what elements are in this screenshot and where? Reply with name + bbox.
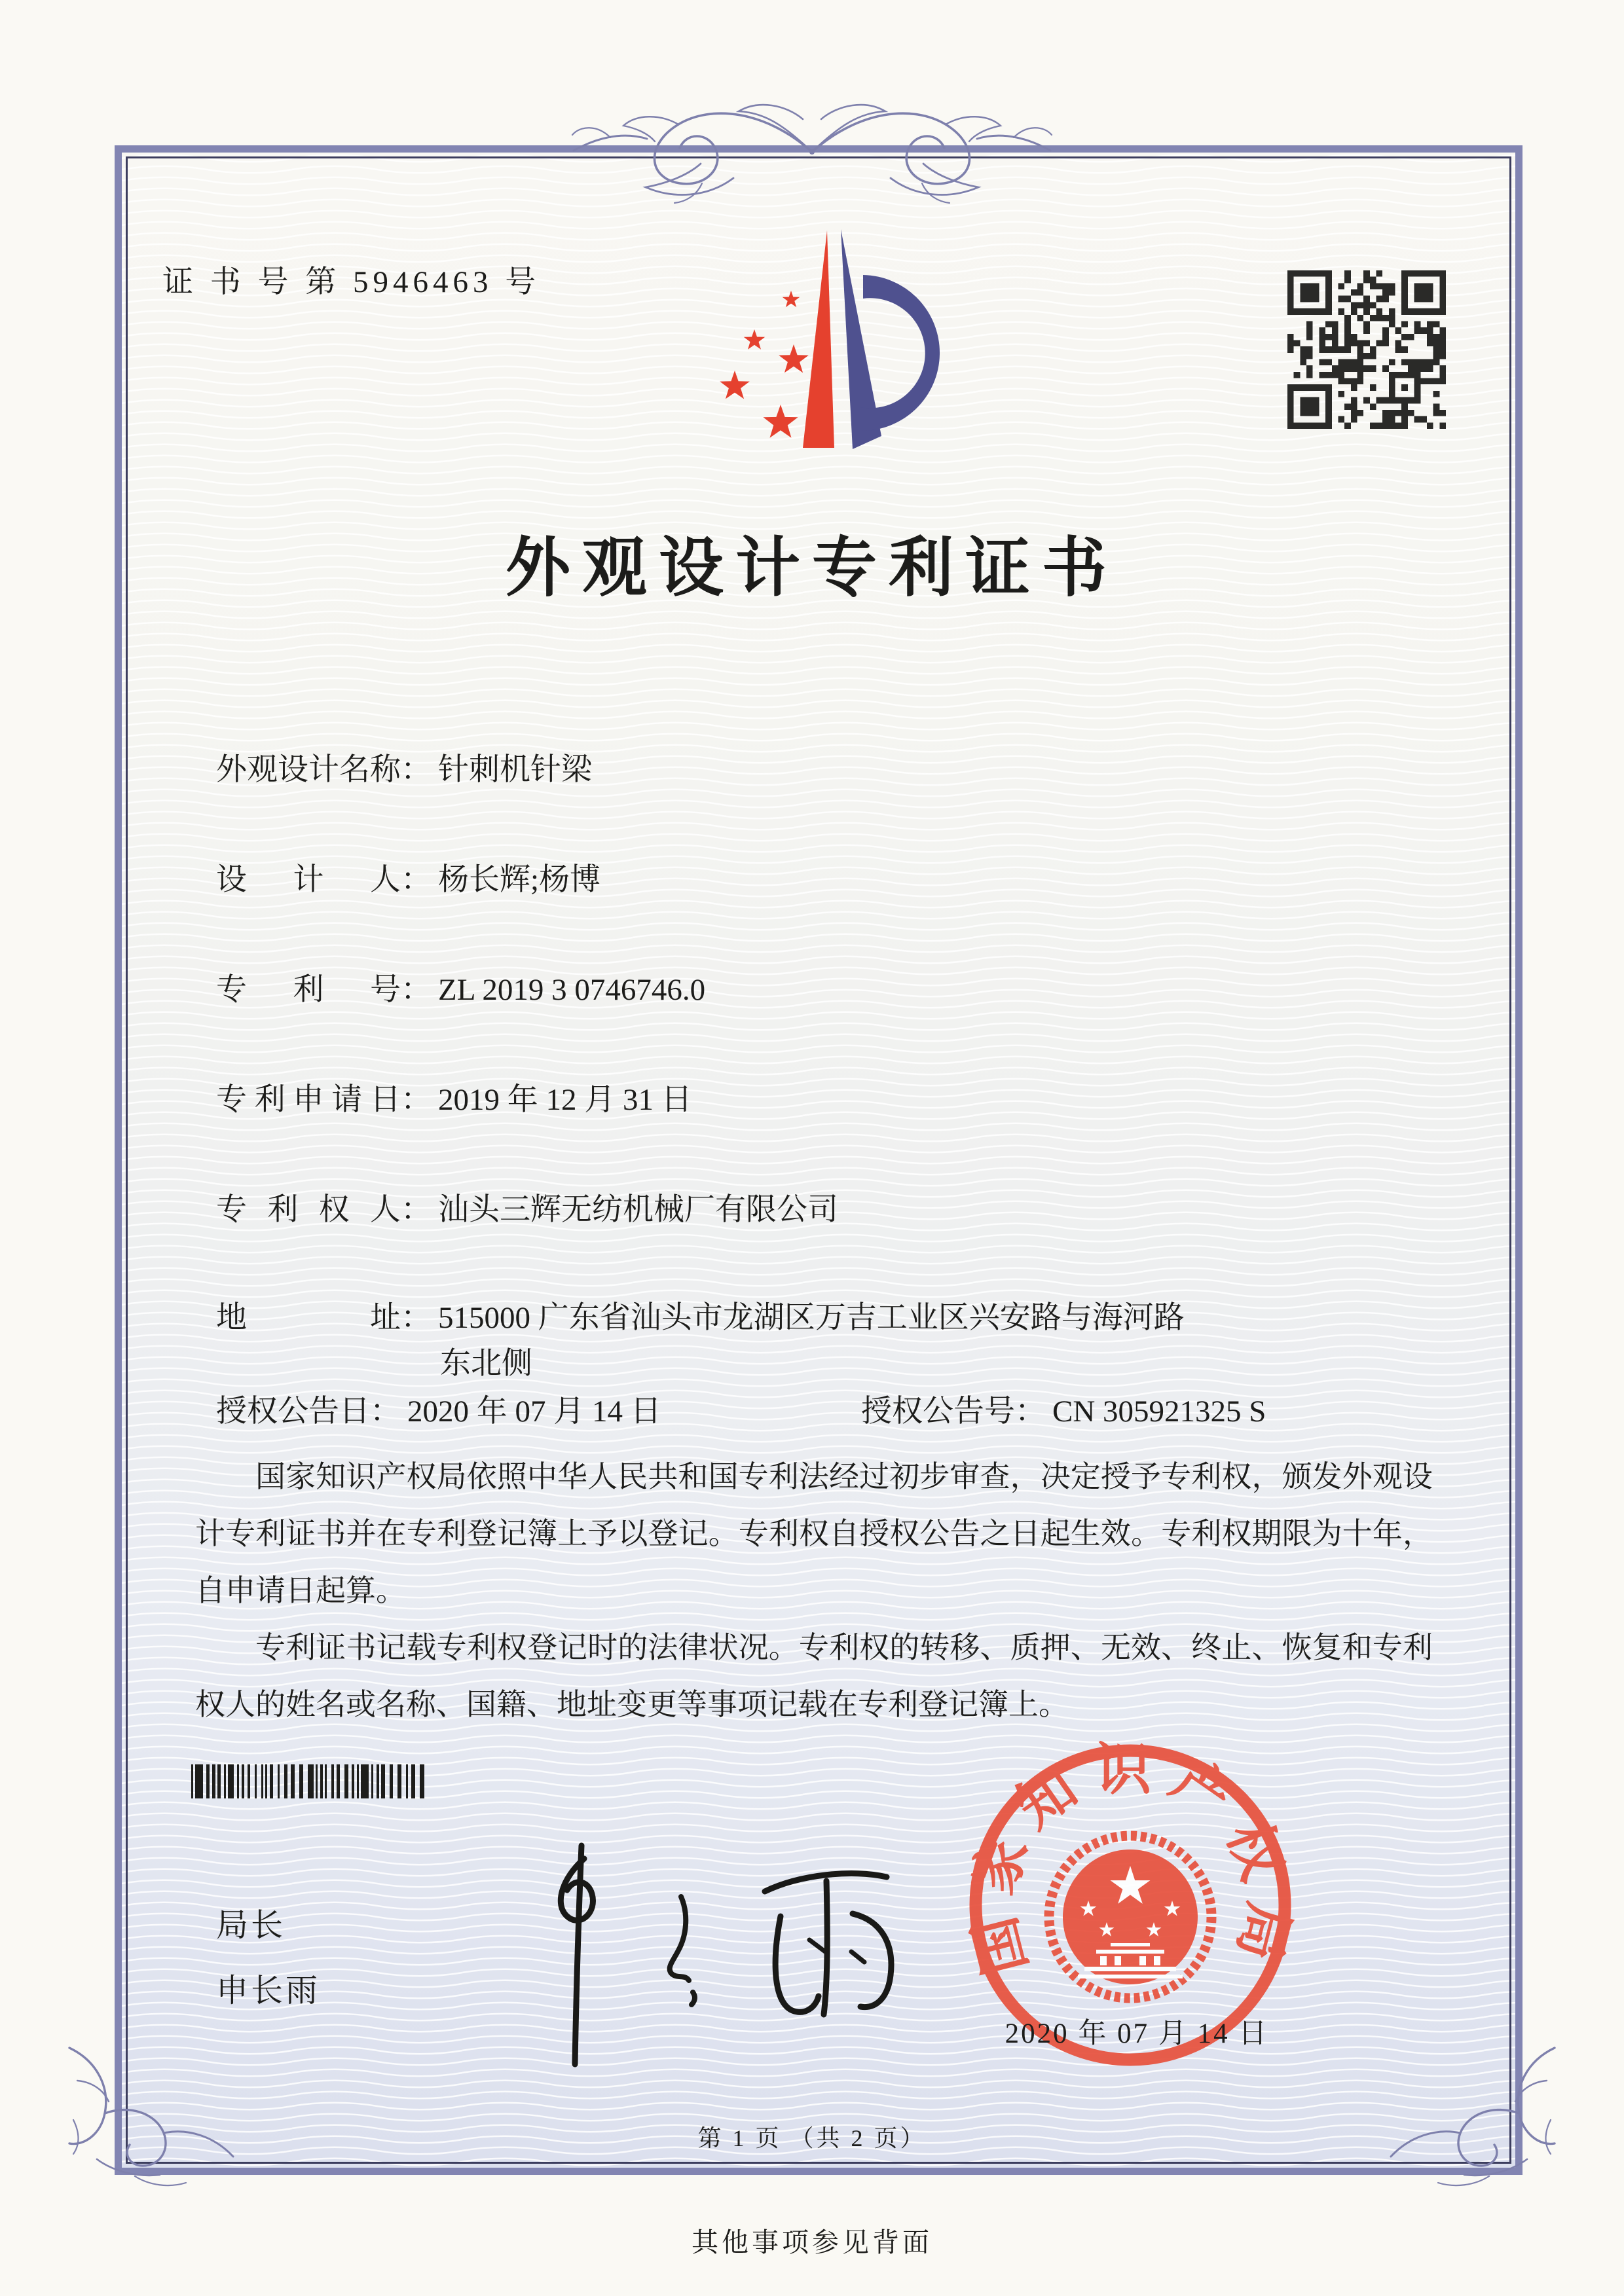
colon: ： — [401, 753, 432, 787]
signature-shen-changyu-icon — [485, 1836, 943, 2079]
colon: ： — [401, 973, 432, 1007]
qr-code-icon — [1287, 270, 1446, 429]
certificate-number: 证 书 号 第 5946463 号 — [162, 265, 541, 299]
colon: ： — [401, 1193, 432, 1227]
colon: ： — [370, 1394, 401, 1429]
seal-text: 国家知识产权局 — [959, 1738, 1301, 1981]
field-value: 针刺机针梁 — [438, 753, 592, 787]
field-row-grant — [216, 1387, 1434, 1430]
cnipa-logo-icon — [694, 221, 943, 469]
colon: ： — [401, 863, 432, 897]
barcode-icon — [191, 1764, 426, 1798]
field-row-design-name — [216, 745, 1434, 789]
grant-date-value: 2020 年 07 月 14 日 — [407, 1394, 661, 1429]
colon: ： — [401, 1083, 432, 1117]
grant-number-value: CN 305921325 S — [1052, 1394, 1266, 1429]
seal-date: 2020 年 07 月 14 日 — [1005, 2018, 1269, 2049]
field-value: 汕头三辉无纺机械厂有限公司 — [438, 1193, 838, 1227]
field-row-address — [216, 1293, 1434, 1337]
field-row-patentee — [216, 1185, 1434, 1229]
colon: ： — [1015, 1394, 1046, 1429]
director-title: 局长 — [216, 1907, 286, 1943]
field-value: 杨长辉;杨博 — [438, 863, 601, 897]
grant-date-label: 授权公告日 — [216, 1394, 370, 1429]
field-label: 专利号 — [216, 973, 401, 1007]
back-note: 其他事项参见背面 — [692, 2227, 932, 2257]
field-label: 设计人 — [216, 863, 401, 897]
certificate-title: 外观设计专利证书 — [506, 533, 1118, 604]
field-value: 2019 年 12 月 31 日 — [438, 1083, 692, 1117]
grant-number-label: 授权公告号 — [861, 1394, 1015, 1429]
field-row-patent-number — [216, 965, 1434, 1009]
field-row-filing-date — [216, 1075, 1434, 1119]
director-name: 申长雨 — [216, 1973, 321, 2009]
field-label: 专利申请日 — [216, 1083, 401, 1117]
field-label: 外观设计名称 — [216, 753, 401, 787]
field-label: 地址 — [216, 1301, 401, 1335]
grant-number-pair — [861, 1387, 1266, 1430]
field-value: 515000 广东省汕头市龙湖区万吉工业区兴安路与海河路 — [438, 1301, 1185, 1335]
field-value: ZL 2019 3 0746746.0 — [438, 973, 706, 1007]
page-number: 第 1 页 （共 2 页） — [697, 2125, 927, 2151]
legal-paragraph-2: 专利证书记载专利权登记时的法律状况。专利权的转移、质押、无效、终止、恢复和专利权人的姓名或名称、国籍、地址变更等事项记载在专利登记簿上。 — [195, 1631, 1433, 1721]
legal-text-block — [195, 1448, 1433, 1733]
field-label: 专利权人 — [216, 1193, 401, 1227]
field-row-designer — [216, 855, 1434, 899]
colon: ： — [401, 1301, 432, 1335]
legal-paragraph-1: 国家知识产权局依照中华人民共和国专利法经过初步审查，决定授予专利权，颁发外观设计专利证书并在专利登记簿上予以登记。专利权自授权公告之日起生效。专利权期限为十年，自申请日起算。 — [195, 1460, 1433, 1607]
field-value-address-line2: 东北侧 — [440, 1347, 532, 1381]
